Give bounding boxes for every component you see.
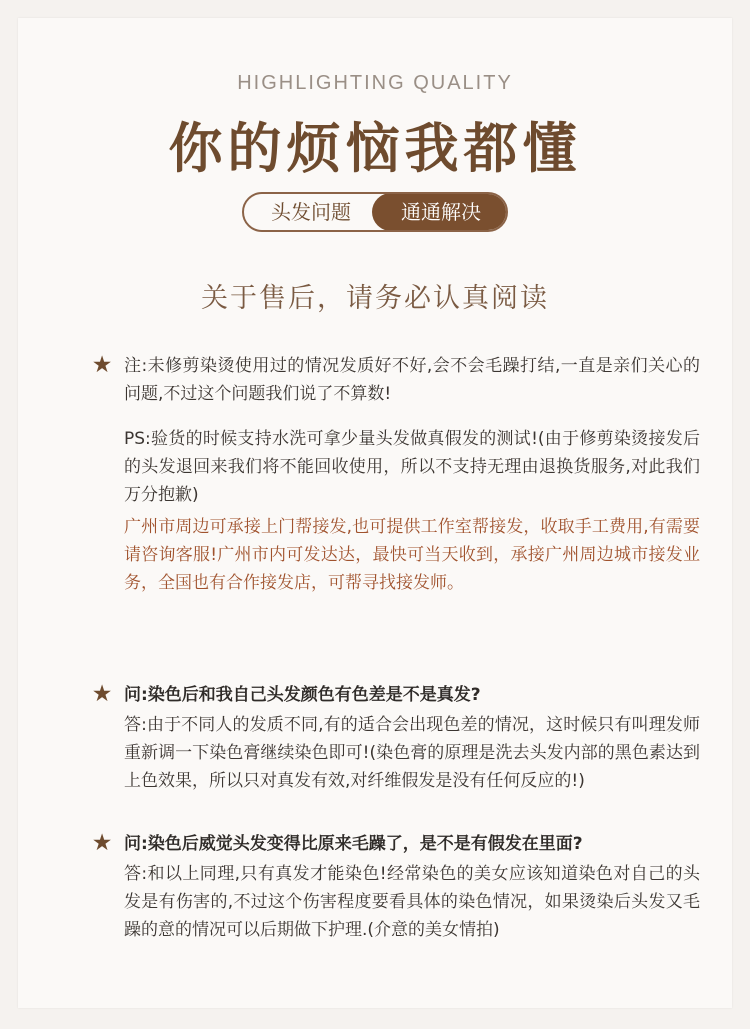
page-title: 你的烦恼我都懂 xyxy=(168,116,582,180)
content-card xyxy=(18,18,732,1008)
faq-answer: 答:由于不同人的发质不同,有的适合会出现色差的情况，这时候只有叫理发师重新调一下染色膏继续染色即可!(染色膏的原理是洗去头发内部的黑色素达到上色效果，所以只对真发有效,对纤维假发是没有任何反应的!) xyxy=(124,715,700,791)
after-sales-subtitle: 关于售后，请务必认真阅读 xyxy=(201,283,549,314)
pill-left-label: 头发问题 xyxy=(271,200,351,224)
ps-block xyxy=(124,425,700,509)
ps-text: PS:验货的时候支持水洗可拿少量头发做真假发的测试!(由于修剪染烫接发后的头发退回来我们将不能回收使用，所以不支持无理由退换货服务,对此我们万分抱歉) xyxy=(124,429,700,505)
header-kicker: HIGHLIGHTING QUALITY xyxy=(237,72,513,94)
faq-question: 问:染色后威觉头发变得比原来毛躁了，是不是有假发在里面? xyxy=(124,834,583,854)
faq-question: 问:染色后和我自己头发颜色有色差是不是真发? xyxy=(124,685,481,705)
hair-problem-pill xyxy=(242,192,508,232)
note-text: 注:未修剪染烫使用过的情况发质好不好,会不会毛躁打结,一直是亲们关心的问题,不过这个问题我们说了不算数! xyxy=(124,356,700,404)
star-icon: ★ xyxy=(91,352,113,378)
star-icon: ★ xyxy=(91,681,113,707)
faq-answer: 答:和以上同理,只有真发才能染色!经常染色的美女应该知道染色对自己的头发是有伤害的,不过这个伤害程度要看具体的染色情况，如果烫染后头发又毛躁的意的情况可以后期做下护理.(介意的美女情拍) xyxy=(124,864,700,940)
guangzhou-text: 广州市周边可承接上门帮接发,也可提供工作室帮接发，收取手工费用,有需要请咨询客服!广州市内可发达达，最快可当天收到，承接广州周边城市接发业务，全国也有合作接发店，可帮寻找接发师。 xyxy=(124,517,700,593)
star-icon: ★ xyxy=(91,830,113,856)
guangzhou-service-block xyxy=(124,513,700,597)
note-block xyxy=(124,352,700,408)
pill-right-label: 通通解决 xyxy=(372,193,508,231)
